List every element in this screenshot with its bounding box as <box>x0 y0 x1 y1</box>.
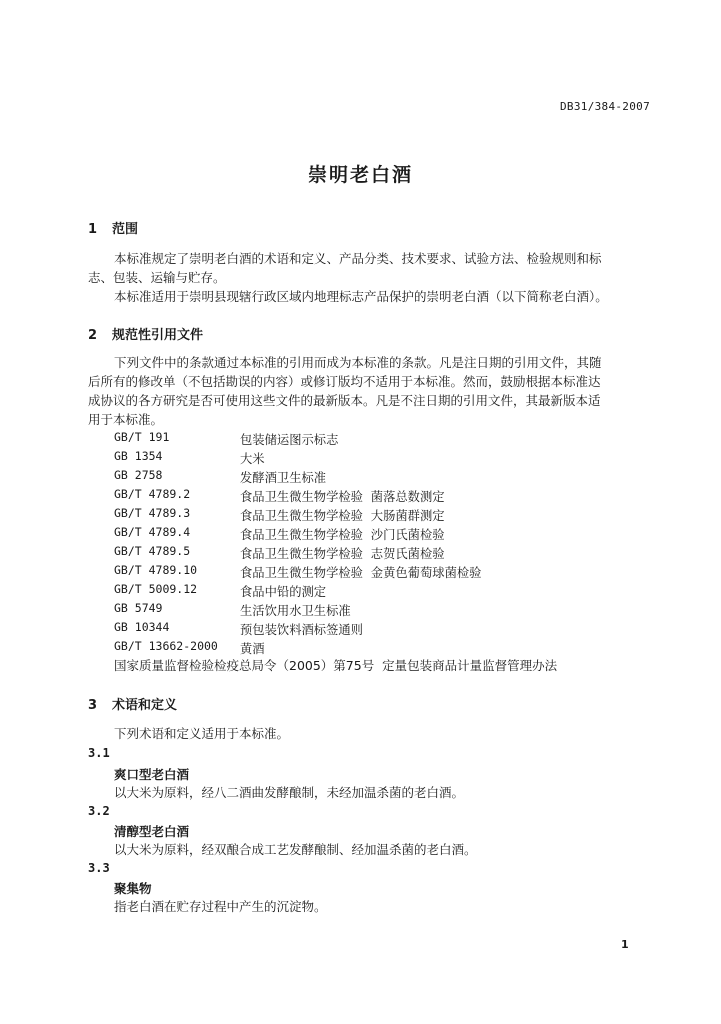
reference-code: GB/T 5009.12 <box>114 582 198 596</box>
section-number: 2 <box>88 328 98 343</box>
section-number: 1 <box>88 222 98 237</box>
reference-code: GB 5749 <box>114 601 163 615</box>
regulation-reference: 国家质量监督检验检疫总局令（2005）第75号 定量包装商品计量监督管理办法 <box>114 658 558 673</box>
reference-code: GB/T 4789.2 <box>114 487 191 501</box>
reference-title: 生活饮用水卫生标准 <box>240 604 351 618</box>
section-title: 规范性引用文件 <box>112 328 204 343</box>
section-title: 术语和定义 <box>112 698 178 713</box>
reference-code: GB 2758 <box>114 468 163 482</box>
document-number: DB31/384-2007 <box>560 100 650 113</box>
term-name: 爽口型老白酒 <box>114 767 190 782</box>
reference-code: GB/T 4789.4 <box>114 525 191 539</box>
reference-code: GB 10344 <box>114 620 170 634</box>
scope-para1-line2: 志、包装、运输与贮存。 <box>88 270 226 285</box>
section-title: 范围 <box>112 222 139 237</box>
reference-code: GB/T 4789.10 <box>114 563 198 577</box>
normative-intro-line3: 成协议的各方研究是否可使用这些文件的最新版本。凡是不注日期的引用文件，其最新版本适 <box>88 393 601 408</box>
reference-title: 食品卫生微生物学检验 志贺氏菌检验 <box>240 547 445 561</box>
section-3-heading <box>88 694 177 713</box>
term-definition: 以大米为原料，经双酿合成工艺发酵酿制、经加温杀菌的老白酒。 <box>114 842 477 857</box>
scope-para2: 本标准适用于崇明县现辖行政区域内地理标志产品保护的崇明老白酒（以下简称老白酒）。 <box>114 289 608 304</box>
term-definition: 指老白酒在贮存过程中产生的沉淀物。 <box>114 899 327 914</box>
section-number: 3 <box>88 698 98 713</box>
terms-intro: 下列术语和定义适用于本标准。 <box>114 726 290 741</box>
document-title: 崇明老白酒 <box>307 164 413 186</box>
reference-title: 食品卫生微生物学检验 沙门氏菌检验 <box>240 528 445 542</box>
normative-intro-line2: 后所有的修改单（不包括勘误的内容）或修订版均不适用于本标准。然而，鼓励根据本标准达 <box>88 374 601 389</box>
reference-title: 发酵酒卫生标准 <box>240 471 327 485</box>
normative-intro-line4: 用于本标准。 <box>88 412 164 427</box>
normative-intro-line1: 下列文件中的条款通过本标准的引用而成为本标准的条款。凡是注日期的引用文件，其随 <box>114 355 602 370</box>
reference-title: 食品中铅的测定 <box>240 585 327 599</box>
term-number: 3.1 <box>88 746 110 760</box>
reference-title: 大米 <box>240 452 265 466</box>
reference-title: 黄酒 <box>240 642 265 656</box>
term-number: 3.2 <box>88 804 110 818</box>
section-1-heading <box>88 218 138 237</box>
reference-code: GB 1354 <box>114 449 163 463</box>
reference-title: 食品卫生微生物学检验 大肠菌群测定 <box>240 509 445 523</box>
reference-title: 包装储运图示标志 <box>240 433 339 447</box>
reference-code: GB/T 191 <box>114 430 170 444</box>
section-2-heading <box>88 324 203 343</box>
reference-code: GB/T 4789.3 <box>114 506 191 520</box>
reference-code: GB/T 4789.5 <box>114 544 191 558</box>
term-number: 3.3 <box>88 861 110 875</box>
term-name: 聚集物 <box>114 881 152 896</box>
reference-title: 食品卫生微生物学检验 金黄色葡萄球菌检验 <box>240 566 482 580</box>
term-name: 清醇型老白酒 <box>114 824 190 839</box>
scope-para1-line1: 本标准规定了崇明老白酒的术语和定义、产品分类、技术要求、试验方法、检验规则和标 <box>114 251 602 266</box>
reference-title: 预包装饮料酒标签通则 <box>240 623 363 637</box>
reference-code: GB/T 13662-2000 <box>114 639 218 653</box>
page-number: 1 <box>621 938 629 951</box>
term-definition: 以大米为原料，经八二酒曲发酵酿制，未经加温杀菌的老白酒。 <box>114 785 465 800</box>
reference-title: 食品卫生微生物学检验 菌落总数测定 <box>240 490 445 504</box>
